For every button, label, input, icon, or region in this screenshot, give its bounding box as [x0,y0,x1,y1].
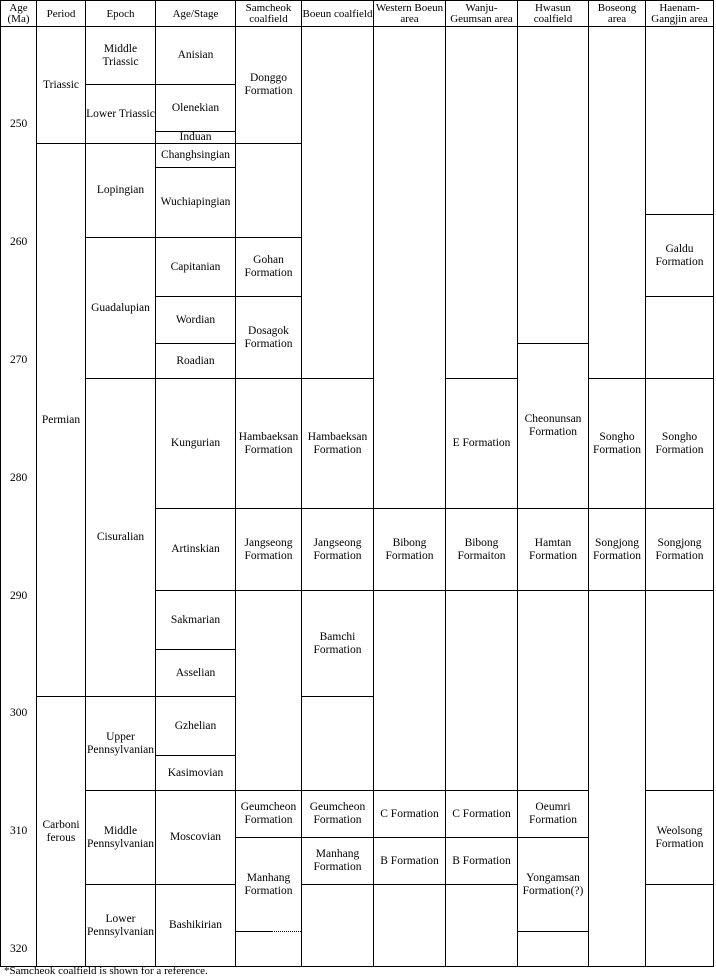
period-carboniferous: Carboni ferous [42,818,80,844]
hwasun-yongamsan-formation: Yongamsan Formation(?) [522,871,584,897]
header-stage: Age/Stage [172,7,219,20]
haenam-songjong-formation: Songjong Formation [655,536,704,562]
age-tick-260: 260 [10,236,28,248]
header-western-boeun: Western Boeun area [375,2,444,25]
boeun-jangseong-formation: Jangseong Formation [313,536,362,562]
stage-anisian: Anisian [177,49,214,61]
header-hwasun: Hwasun coalfield [533,2,573,25]
stage-olenekian: Olenekian [171,101,220,114]
footnote: *Samcheok coalfield is shown for a reference. [4,965,208,977]
epoch-middle-triassic: Middle Triassic [102,42,139,68]
age-tick-270: 270 [10,354,28,366]
western-boeun-b-formation: B Formation [380,854,439,867]
stage-wuchiapingian: Wuchiapingian [160,196,231,208]
samcheok-gohan-formation: Gohan Formation [244,254,293,279]
samcheok-dosagok-formation: Dosagok Formation [244,324,293,350]
samcheok-geumcheon-formation: Geumcheon Formation [240,801,297,826]
header-period: Period [46,7,76,20]
stage-asselian: Asselian [175,666,216,679]
epoch-middle-pennsylvanian: Middle Pennsylvanian [86,824,155,850]
header-boeun: Boeun coalfield [302,7,373,20]
boseong-songjong-formation: Songjong Formation [593,536,641,562]
age-tick-310: 310 [10,825,28,837]
stage-moscovian: Moscovian [169,831,222,843]
age-tick-280: 280 [10,472,28,484]
haenam-weolsong-formation: Weolsong Formation [655,824,704,850]
boeun-hambaeksan-formation: Hambaeksan Formation [307,430,368,456]
hwasun-hamtan-formation: Hamtan Formation [529,536,577,562]
western-boeun-bibong-formation: Bibong Formation [385,536,434,562]
haenam-songho-formation: Songho Formation [655,430,704,456]
epoch-lower-pennsylvanian: Lower Pennsylvanian [86,912,155,938]
stage-bashkirian: Bashikirian [168,919,223,931]
wanju-b-formation: B Formation [452,854,511,867]
boseong-songho-formation: Songho Formation [593,430,641,456]
epoch-lower-triassic: Lower Triassic [86,107,155,120]
stage-gzhelian: Gzhelian [174,719,217,732]
header-epoch: Epoch [106,7,135,20]
boeun-bamchi-formation: Bamchi Formation [313,630,362,656]
hwasun-oeumri-formation: Oeumri Formation [529,801,577,826]
hwasun-cheonunsan-formation: Cheonunsan Formation [524,413,582,438]
header-samcheok: Samcheok coalfield [245,2,292,25]
epoch-lopingian: Lopingian [96,184,145,196]
samcheok-manhang-formation: Manhang Formation [244,871,293,897]
samcheok-hambaeksan-formation: Hambaeksan Formation [238,430,299,456]
stage-roadian: Roadian [176,354,215,367]
header-wanju: Wanju-Geumsan area [450,2,513,25]
stage-sakmarian: Sakmarian [170,613,221,626]
age-tick-290: 290 [10,590,28,602]
western-boeun-c-formation: C Formation [380,807,439,820]
samcheok-jangseong-formation: Jangseong Formation [244,536,293,562]
stage-changhsingian: Changhsingian [161,149,230,161]
period-permian: Permian [41,413,81,426]
haenam-galdu-formation: Galdu Formation [655,242,704,268]
wanju-bibong-formation: Bibong Formaiton [457,536,506,562]
stage-wordian: Wordian [175,313,216,326]
epoch-guadalupian: Guadalupian [91,301,150,314]
header-age: Age (Ma) [7,2,30,25]
age-tick-300: 300 [10,707,28,719]
age-tick-250: 250 [10,118,28,130]
stage-induan: Induan [179,131,212,143]
stage-artinskian: Artinskian [171,543,220,555]
epoch-upper-pennsylvanian: Upper Pennsylvanian [86,730,155,756]
period-triassic: Triassic [43,78,79,91]
header-haenam: Haenam-Gangjin area [651,2,708,25]
wanju-c-formation: C Formation [452,807,511,820]
header-boseong: Boseong area [597,2,637,25]
boeun-manhang-formation: Manhang Formation [313,848,362,873]
epoch-cisuralian: Cisuralian [96,531,145,543]
wanju-e-formation: E Formation [452,437,511,449]
stage-kasimovian: Kasimovian [167,766,224,779]
age-tick-320: 320 [10,943,28,955]
boeun-geumcheon-formation: Geumcheon Formation [309,801,366,826]
samcheok-donggo-formation: Donggo Formation [244,72,293,97]
stage-capitanian: Capitanian [170,260,221,273]
stage-kungurian: Kungurian [170,437,221,449]
